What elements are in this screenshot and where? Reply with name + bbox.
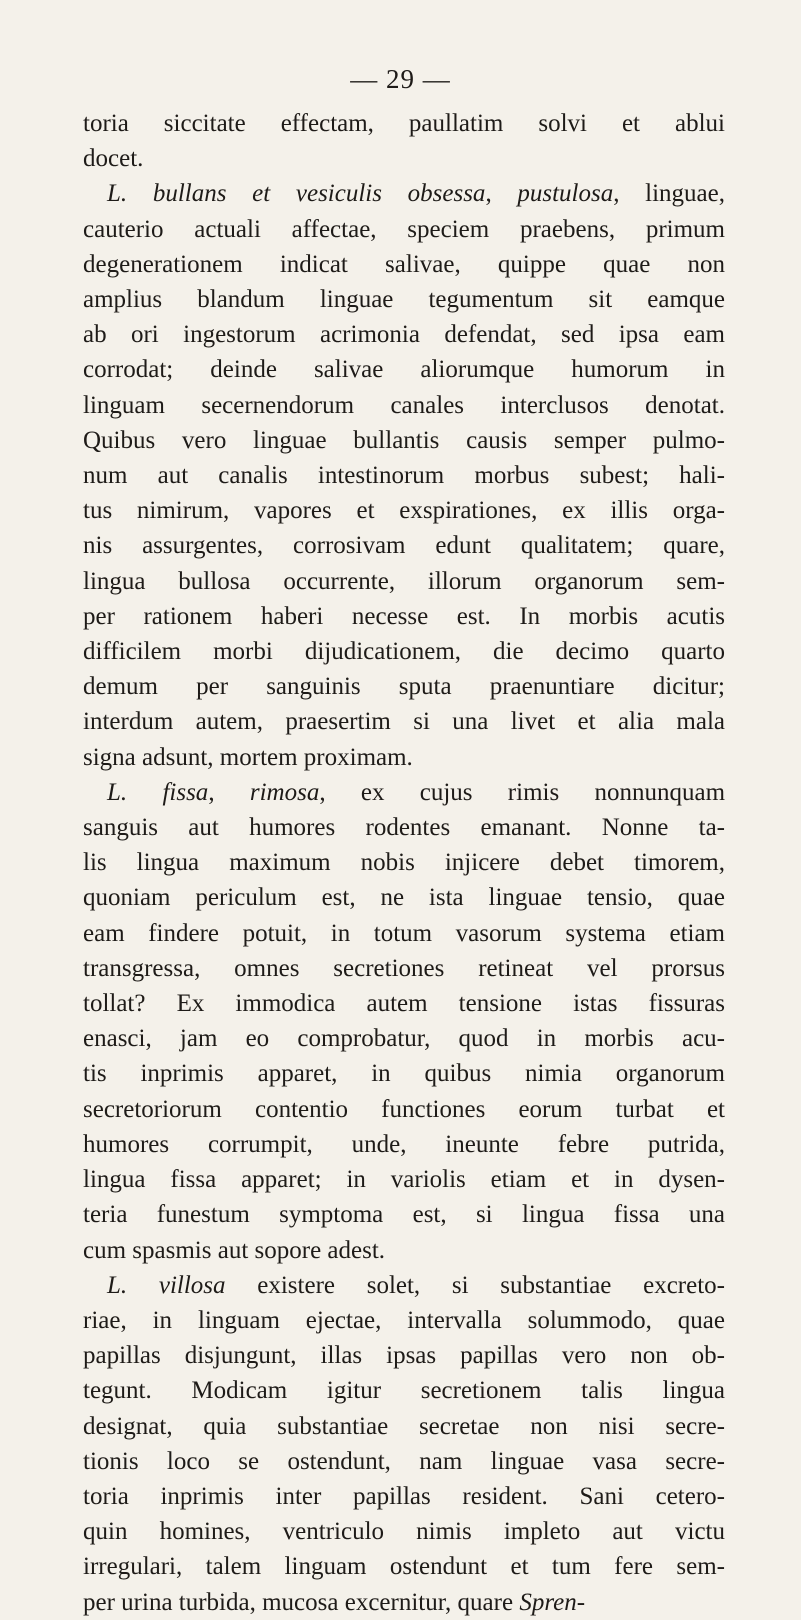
text-run: num aut canalis intestinorum morbus subest; hali- — [83, 462, 725, 490]
text-run: signa adsunt, mortem proximam. — [83, 743, 413, 771]
text-run: enasci, jam eo comprobatur, quod in morbis acu- — [83, 1025, 725, 1053]
text-run: linguam secernendorum canales interclusos denotat. — [83, 391, 725, 419]
text-line — [83, 141, 725, 176]
page-number: — 29 — — [350, 64, 451, 94]
text-line — [83, 599, 725, 634]
text-run: , — [208, 778, 250, 806]
text-run: tegunt. Modicam igitur secretionem talis lingua — [83, 1377, 725, 1405]
text-run: quin homines, ventriculo nimis impleto aut victu — [83, 1518, 725, 1546]
text-line — [83, 1092, 725, 1127]
text-run: degenerationem indicat salivae, quippe quae non — [83, 250, 725, 278]
text-run: docet. — [83, 145, 144, 173]
text-run: humores corrumpit, unde, ineunte febre putrida, — [83, 1130, 725, 1158]
text-line — [83, 810, 725, 845]
text-run: eam findere potuit, in totum vasorum systema etiam — [83, 919, 725, 947]
text-run: interdum autem, praesertim si una livet et alia mala — [83, 708, 725, 736]
text-run: papillas disjungunt, illas ipsas papillas vero non ob- — [83, 1342, 725, 1370]
text-line — [83, 317, 725, 352]
page-body-text — [83, 106, 725, 1620]
text-line — [83, 775, 725, 810]
text-line — [83, 740, 725, 775]
text-run: ab ori ingestorum acrimonia defendat, sed ipsa eam — [83, 321, 725, 349]
text-run: corrodat; deinde salivae aliorumque humorum in — [83, 356, 725, 384]
text-line — [83, 493, 725, 528]
text-line — [83, 1233, 725, 1268]
text-line — [83, 1338, 725, 1373]
text-run: nis assurgentes, corrosivam edunt qualitatem; quare, — [83, 532, 725, 560]
text-line — [83, 1409, 725, 1444]
text-line — [83, 704, 725, 739]
italic-term: L. — [107, 180, 153, 208]
text-run: sanguis aut humores rodentes emanant. Nonne ta- — [83, 814, 725, 842]
text-line — [83, 352, 725, 387]
text-run: difficilem morbi dijudicationem, die decimo quarto — [83, 638, 725, 666]
text-run: , ex cujus rimis nonnunquam — [319, 778, 726, 806]
text-run: per rationem haberi necesse est. In morbis acutis — [83, 602, 725, 630]
text-run: per urina turbida, mucosa excernitur, quare — [83, 1588, 520, 1616]
text-run: toria inprimis inter papillas resident. Sani cetero- — [83, 1482, 725, 1510]
text-run: lingua fissa apparet; in variolis etiam et in dysen- — [83, 1166, 725, 1194]
text-line — [83, 212, 725, 247]
italic-term: villosa — [158, 1271, 226, 1299]
italic-term: rimosa — [249, 778, 320, 806]
text-run: teria funestum symptoma est, si lingua fissa una — [83, 1201, 725, 1229]
text-run: cum spasmis aut sopore adest. — [83, 1236, 386, 1264]
text-line — [83, 564, 725, 599]
text-run: designat, quia substantiae secretae non nisi secre- — [83, 1412, 725, 1440]
text-run: Quibus vero linguae bullantis causis semper pulmo- — [83, 426, 725, 454]
text-line — [83, 106, 725, 141]
text-line — [83, 634, 725, 669]
text-line — [83, 986, 725, 1021]
text-line — [83, 1303, 725, 1338]
text-run: quoniam periculum est, ne ista linguae tensio, quae — [83, 884, 725, 912]
text-run: transgressa, omnes secretiones retineat vel prorsus — [83, 954, 725, 982]
text-run: lingua bullosa occurrente, illorum organorum sem- — [83, 567, 725, 595]
text-run: existere solet, si substantiae excreto- — [225, 1271, 725, 1299]
text-run: tionis loco se ostendunt, nam linguae vasa secre- — [83, 1447, 725, 1475]
text-line — [83, 247, 725, 282]
text-line — [83, 1056, 725, 1091]
text-run: , linguae, — [613, 180, 726, 208]
text-line — [83, 458, 725, 493]
text-line — [83, 423, 725, 458]
text-line — [83, 1127, 725, 1162]
text-line — [83, 176, 725, 211]
text-line — [83, 1021, 725, 1056]
text-line — [83, 1373, 725, 1408]
italic-term: fissa — [162, 778, 209, 806]
text-run: demum per sanguinis sputa praenuntiare dicitur; — [83, 673, 725, 701]
text-line — [83, 1162, 725, 1197]
text-line — [83, 669, 725, 704]
text-run: irregulari, talem linguam ostendunt et tum fere sem- — [83, 1553, 725, 1581]
italic-term: pustulosa — [517, 180, 614, 208]
italic-term: Spren- — [519, 1588, 586, 1616]
italic-term: L. — [107, 778, 163, 806]
text-run: , — [485, 180, 518, 208]
text-line — [83, 1444, 725, 1479]
text-line — [83, 1479, 725, 1514]
text-run: amplius blandum linguae tegumentum sit eamque — [83, 286, 725, 314]
text-line — [83, 1514, 725, 1549]
text-run: tollat? Ex immodica autem tensione istas fissuras — [83, 990, 725, 1018]
text-line — [83, 282, 725, 317]
text-run: toria siccitate effectam, paullatim solvi et ablui — [83, 110, 725, 137]
text-line — [83, 1585, 725, 1620]
text-run: tus nimirum, vapores et exspirationes, ex illis orga- — [83, 497, 725, 525]
text-run: tis inprimis apparet, in quibus nimia organorum — [83, 1060, 725, 1088]
text-run: cauterio actuali affectae, speciem praebens, primum — [83, 215, 725, 243]
italic-term: L. — [107, 1271, 159, 1299]
text-line — [83, 880, 725, 915]
text-line — [83, 1268, 725, 1303]
text-run: lis lingua maximum nobis injicere debet timorem, — [83, 849, 725, 877]
text-line — [83, 951, 725, 986]
text-line — [83, 1549, 725, 1584]
text-line — [83, 916, 725, 951]
italic-term: bullans et vesiculis obsessa — [152, 180, 486, 208]
text-line — [83, 388, 725, 423]
text-line — [83, 1197, 725, 1232]
text-line — [83, 845, 725, 880]
text-run: riae, in linguam ejectae, intervalla solummodo, quae — [83, 1306, 725, 1334]
text-run: secretoriorum contentio functiones eorum turbat et — [83, 1095, 725, 1123]
text-line — [83, 528, 725, 563]
